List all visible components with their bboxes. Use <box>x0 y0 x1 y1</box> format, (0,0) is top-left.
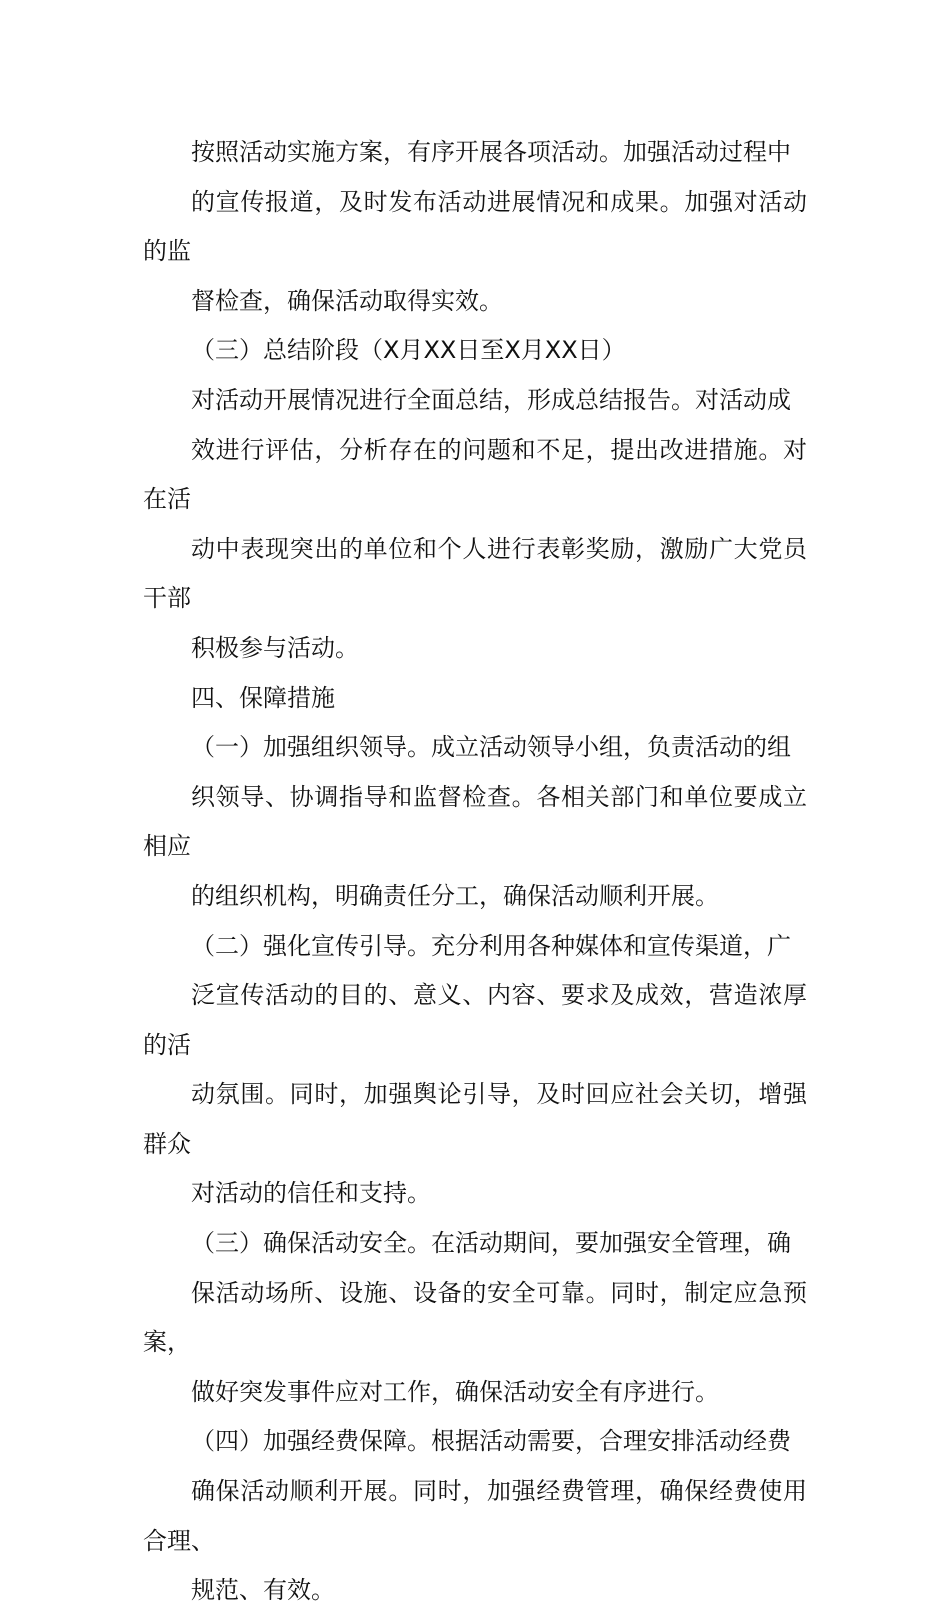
text-line: 的组织机构，明确责任分工，确保活动顺利开展。 <box>191 881 719 910</box>
heading-text: （三）总结阶段（X月XX日至X月XX日） <box>191 336 626 365</box>
heading-text: 四、保障措施 <box>191 683 335 712</box>
text-line: 按照活动实施方案，有序开展各项活动。加强活动过程中 <box>191 138 791 166</box>
text-line: （四）加强经费保障。根据活动需要，合理安排活动经费 <box>191 1427 791 1456</box>
section-heading-safeguards <box>143 674 807 724</box>
text-line: （三）确保活动安全。在活动期间，要加强安全管理，确 <box>191 1229 791 1258</box>
text-line: 泛宣传活动的目的、意义、内容、要求及成效，营造浓厚的活 <box>143 981 807 1059</box>
text-line: 做好突发事件应对工作，确保活动安全有序进行。 <box>191 1377 719 1406</box>
text-line: 动氛围。同时，加强舆论引导，及时回应社会关切，增强群众 <box>143 1080 807 1158</box>
text-line: （二）强化宣传引导。充分利用各种媒体和宣传渠道，广 <box>191 931 791 960</box>
text-line: 督检查，确保活动取得实效。 <box>191 286 503 315</box>
text-line: 保活动场所、设施、设备的安全可靠。同时，制定应急预案， <box>143 1278 807 1357</box>
paragraph-implementation <box>143 128 807 326</box>
text-line: 确保活动顺利开展。同时，加强经费管理，确保经费使用合理、 <box>143 1477 807 1555</box>
document-body <box>143 128 807 1616</box>
text-line: 规范、有效。 <box>191 1576 335 1605</box>
text-line: 效进行评估，分析存在的问题和不足，提出改进措施。对在活 <box>143 435 807 514</box>
paragraph-publicity <box>143 922 807 1220</box>
paragraph-safety <box>143 1219 807 1417</box>
paragraph-organization <box>143 723 807 921</box>
text-line: 对活动的信任和支持。 <box>191 1179 431 1208</box>
section-heading-summary-stage <box>143 326 807 376</box>
paragraph-summary <box>143 376 807 674</box>
text-line: 织领导、协调指导和监督检查。各相关部门和单位要成立相应 <box>143 782 807 861</box>
text-line: 的宣传报道，及时发布活动进展情况和成果。加强对活动的监 <box>143 187 807 266</box>
text-line: （一）加强组织领导。成立活动领导小组，负责活动的组 <box>191 733 791 762</box>
text-line: 动中表现突出的单位和个人进行表彰奖励，激励广大党员干部 <box>143 534 807 613</box>
text-line: 积极参与活动。 <box>191 633 359 662</box>
text-line: 对活动开展情况进行全面总结，形成总结报告。对活动成 <box>191 385 791 414</box>
paragraph-funding <box>143 1417 807 1615</box>
